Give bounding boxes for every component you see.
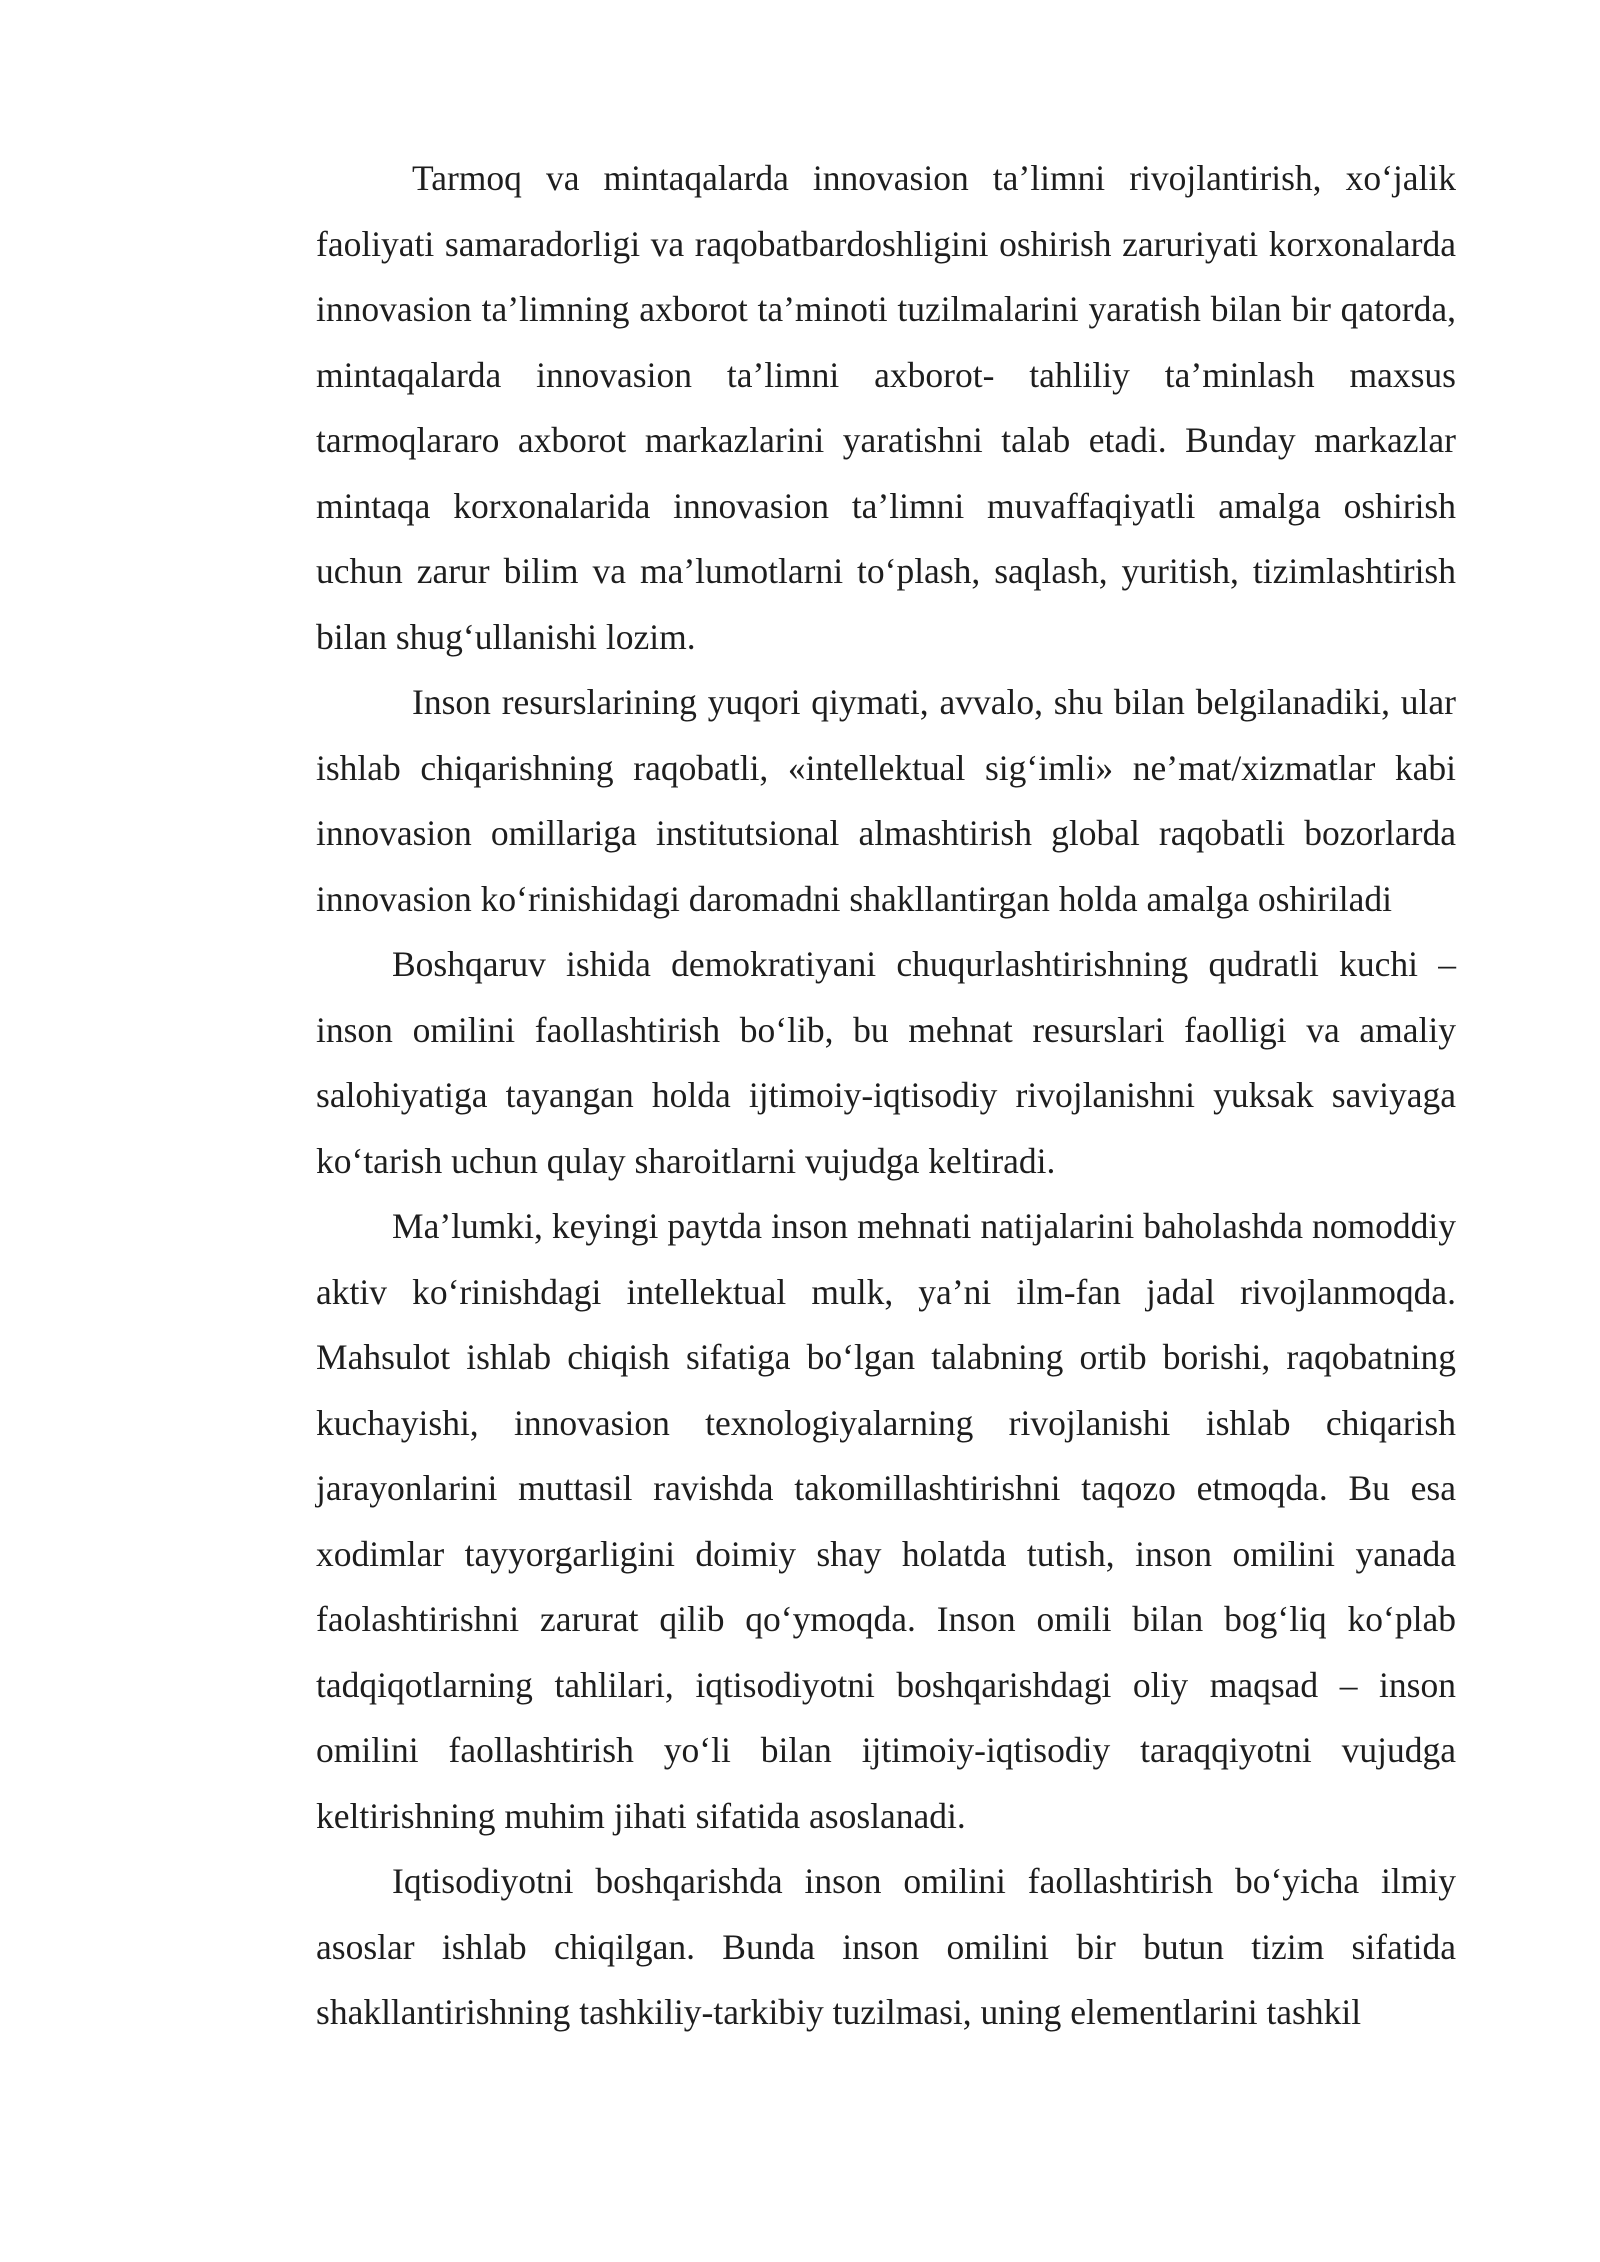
paragraph-1: Tarmoq va mintaqalarda innovasion ta’limni rivojlantirish, xo‘jalik faoliyati samaradorligi va raqobatbardoshligini oshirish zaruriyati korxonalarda innovasion ta’limning axborot ta’minoti tuzilmalarini yaratish bilan bir qatorda, mintaqalarda innovasion ta’limni axborot- tahliliy ta’minlash maxsus tarmoqlararo axborot markazlarini yaratishni talab etadi. Bunday markazlar mintaqa korxonalarida innovasion ta’limni muvaffaqiyatli amalga oshirish uchun zarur bilim va ma’lumotlarni to‘plash, saqlash, yuritish, tizimlashtirish bilan shug‘ullanishi lozim. [316, 158, 1456, 657]
paragraph-4: Ma’lumki, keyingi paytda inson mehnati natijalarini baholashda nomoddiy aktiv ko‘rinishdagi intellektual mulk, ya’ni ilm-fan jadal rivojlanmoqda. Mahsulot ishlab chiqish sifatiga bo‘lgan talabning ortib borishi, raqobatning kuchayishi, innovasion texnologiyalarning rivojlanishi ishlab chiqarish jarayonlarini muttasil ravishda takomillashtirishni taqozo etmoqda. Bu esa xodimlar tayyorgarligini doimiy shay holatda tutish, inson omilini yanada faolashtirishni zarurat qilib qo‘ymoqda. Inson omili bilan bog‘liq ko‘plab tadqiqotlarning tahlilari, iqtisodiyotni boshqarishdagi oliy maqsad – inson omilini faollashtirish yo‘li bilan ijtimoiy-iqtisodiy taraqqiyotni vujudga keltirishning muhim jihati sifatida asoslanadi. [316, 1206, 1456, 1836]
document-body [316, 146, 1456, 2046]
paragraph-2: Inson resurslarining yuqori qiymati, avvalo, shu bilan belgilanadiki, ular ishlab chiqarishning raqobatli, «intellektual sig‘imli» ne’mat/xizmatlar kabi innovasion omillariga institutsional almashtirish global raqobatli bozorlarda innovasion ko‘rinishidagi daromadni shakllantirgan holda amalga oshiriladi [316, 682, 1456, 919]
paragraph-5: Iqtisodiyotni boshqarishda inson omilini faollashtirish bo‘yicha ilmiy asoslar ishlab chiqilgan. Bunda inson omilini bir butun tizim sifatida shakllantirishning tashkiliy-tarkibiy tuzilmasi, uning elementlarini tashkil [316, 1861, 1456, 2032]
paragraph-3: Boshqaruv ishida demokratiyani chuqurlashtirishning qudratli kuchi – inson omilini faollashtirish bo‘lib, bu mehnat resurslari faolligi va amaliy salohiyatiga tayangan holda ijtimoiy-iqtisodiy rivojlanishni yuksak saviyaga ko‘tarish uchun qulay sharoitlarni vujudga keltiradi. [316, 944, 1456, 1181]
